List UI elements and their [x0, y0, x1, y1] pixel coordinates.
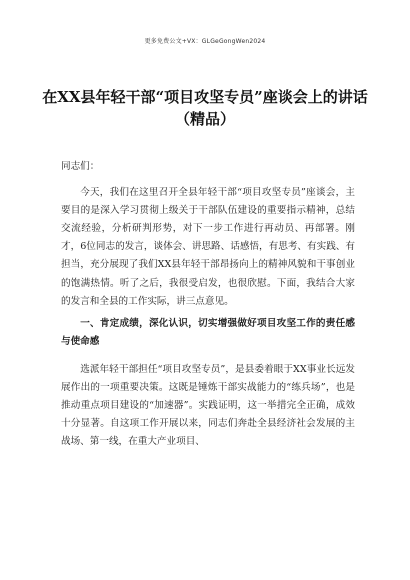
- document-title: 在XX县年轻干部“项目攻坚专员”座谈会上的讲话（精品）: [42, 88, 368, 128]
- paragraph-intro: 今天，我们在这里召开全县年轻干部“项目攻坚专员”座谈会，主要目的是深入学习贯彻上级关于干部队伍建设的重要指示精神，总结交流经验，分析研判形势，对下一步工作进行再动员、再部署。刚才，6位同志的发言，谈体会、讲思路、话感悟，有思考、有实践、有担当，充分展现了我们XX县年轻干部昂扬向上的精神风貌和干事创业的饱满热情。听了之后，我很受启发，也很欣慰。下面，我结合大家的发言和全县的工作实际，讲三点意见。: [61, 187, 355, 307]
- greeting: 同志们：: [61, 161, 100, 172]
- paragraph-section-1: 选派年轻干部担任“项目攻坚专员”，是县委着眼于XX事业长远发展作出的一项重要决策。这既是锤炼干部实战能力的“练兵场”，也是推动重点项目建设的“加速器”。实践证明，这一举措完全正确，成效十分显著。自这项工作开展以来，同志们奔赴全县经济社会发展的主战场、第一线，在重大产业项目、: [61, 363, 355, 448]
- section-heading-1: 一、肯定成绩，深化认识，切实增强做好项目攻坚工作的责任感与使命感: [61, 317, 355, 347]
- document-body: [61, 158, 355, 451]
- header-note: 更多免费公文+VX：GLGeGongWen2024: [144, 38, 266, 45]
